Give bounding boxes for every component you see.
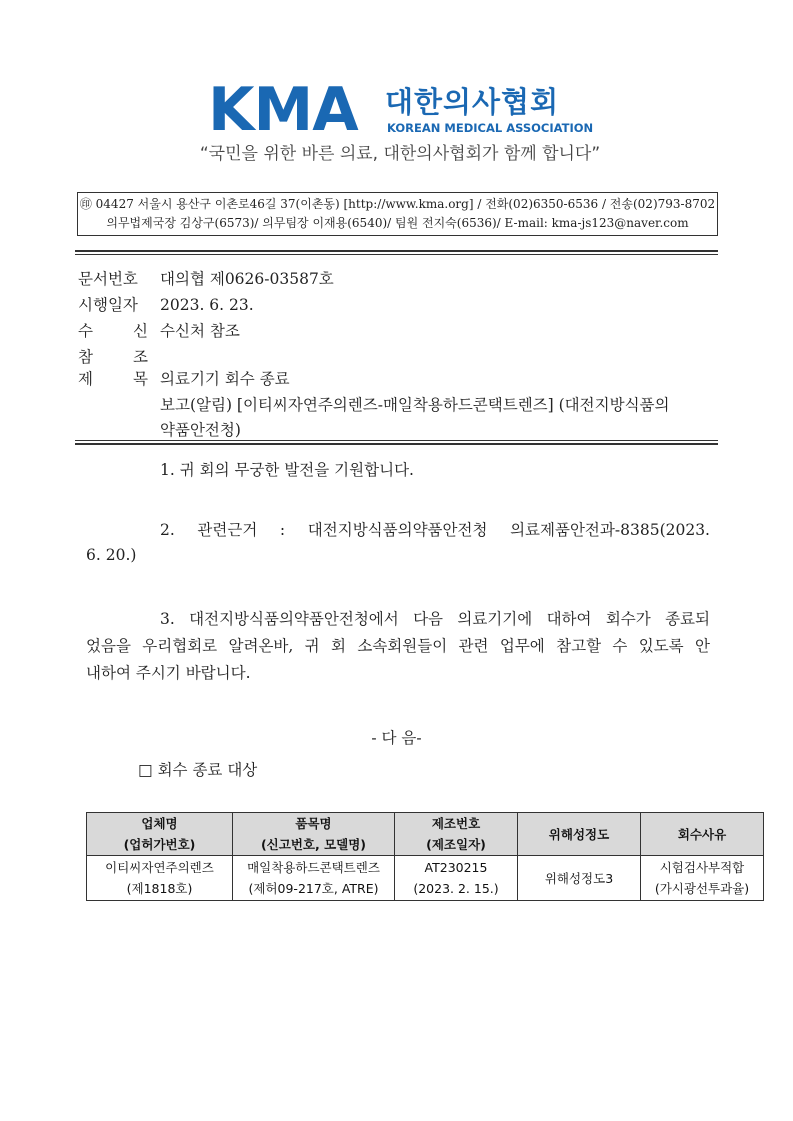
paragraph-2-line-2: 6. 20.): [86, 546, 137, 564]
header-company: 업체명 (업허가번호): [87, 813, 233, 856]
header-product: 품목명 (신고번호, 모델명): [233, 813, 395, 856]
subject-line-2: 보고(알림) [이티씨자연주의렌즈-매일착용하드콘택트렌즈] (대전지방식품의: [160, 396, 670, 414]
recipient-label: 수 신: [78, 322, 148, 340]
doc-number-label: 문서번호: [78, 270, 138, 288]
subject-divider-thick: [75, 443, 718, 445]
contact-line-1: ㊞ 04427 서울시 용산구 이촌로46길 37(이촌동) [http://www.kma.org] / 전화(02)6350-6536 / 전송(02)793-8702: [79, 197, 716, 211]
doc-date-value: 2023. 6. 23.: [160, 296, 254, 314]
header-lot: 제조번호 (제조일자): [395, 813, 518, 856]
table-header-row: [87, 813, 764, 856]
doc-date-row: [78, 294, 254, 316]
paragraph-3-line-1: 3. 대전지방식품의약품안전청에서 다음 의료기기에 대하여 회수가 종료되: [160, 610, 710, 628]
next-heading: - 다 음-: [371, 729, 422, 747]
cell-lot: AT230215 (2023. 2. 15.): [395, 856, 518, 901]
doc-date-label: 시행일자: [78, 296, 138, 314]
recipient-row: [78, 320, 240, 342]
reference-row: [78, 346, 160, 368]
header-divider: [75, 250, 718, 252]
kma-logo-mark: KMA: [208, 75, 358, 145]
cell-risk: 위해성정도3: [518, 856, 641, 901]
header-divider-thin: [75, 254, 718, 255]
org-name-korean: 대한의사협회: [385, 85, 560, 119]
cell-company: 이티씨자연주의렌즈 (제1818호): [87, 856, 233, 901]
subject-line-3: 약품안전청): [160, 421, 241, 439]
header-risk: 위해성정도: [518, 813, 641, 856]
doc-number-row: [78, 268, 334, 290]
paragraph-2-line-1: 2. 관련근거 : 대전지방식품의약품안전청 의료제품안전과-8385(2023.: [160, 521, 710, 539]
subject-divider: [75, 440, 718, 441]
paragraph-3-line-3: 내하여 주시기 바랍니다.: [86, 664, 251, 682]
doc-number-value: 대의협 제0626-03587호: [160, 270, 334, 288]
table-row: [87, 856, 764, 901]
subject-label: 제 목: [78, 370, 148, 388]
org-name-english: KOREAN MEDICAL ASSOCIATION: [387, 121, 594, 135]
paragraph-1: 1. 귀 회의 무궁한 발전을 기원합니다.: [160, 461, 414, 479]
contact-box: [77, 192, 718, 236]
subject-line-1: 의료기기 회수 종료: [160, 370, 290, 388]
recipient-value: 수신처 참조: [160, 322, 240, 340]
slogan: “국민을 위한 바른 의료, 대한의사협회가 함께 합니다”: [199, 144, 601, 164]
contact-line-2: 의무법제국장 김상구(6573)/ 의무팀장 이재용(6540)/ 팀원 전지숙(6536)/ E-mail: kma-js123@naver.com: [106, 216, 689, 230]
paragraph-3-line-2: 었음을 우리협회로 알려온바, 귀 회 소속회원들이 관련 업무에 참고할 수 있도록 안: [86, 637, 710, 655]
section-title: □ 회수 종료 대상: [138, 761, 258, 779]
header-reason: 회수사유: [641, 813, 764, 856]
subject-row: [78, 368, 290, 390]
cell-reason: 시험검사부적합 (가시광선투과율): [641, 856, 764, 901]
reference-label: 참 조: [78, 348, 148, 366]
recall-table: [86, 812, 764, 901]
cell-product: 매일착용하드콘택트렌즈 (제허09-217호, ATRE): [233, 856, 395, 901]
